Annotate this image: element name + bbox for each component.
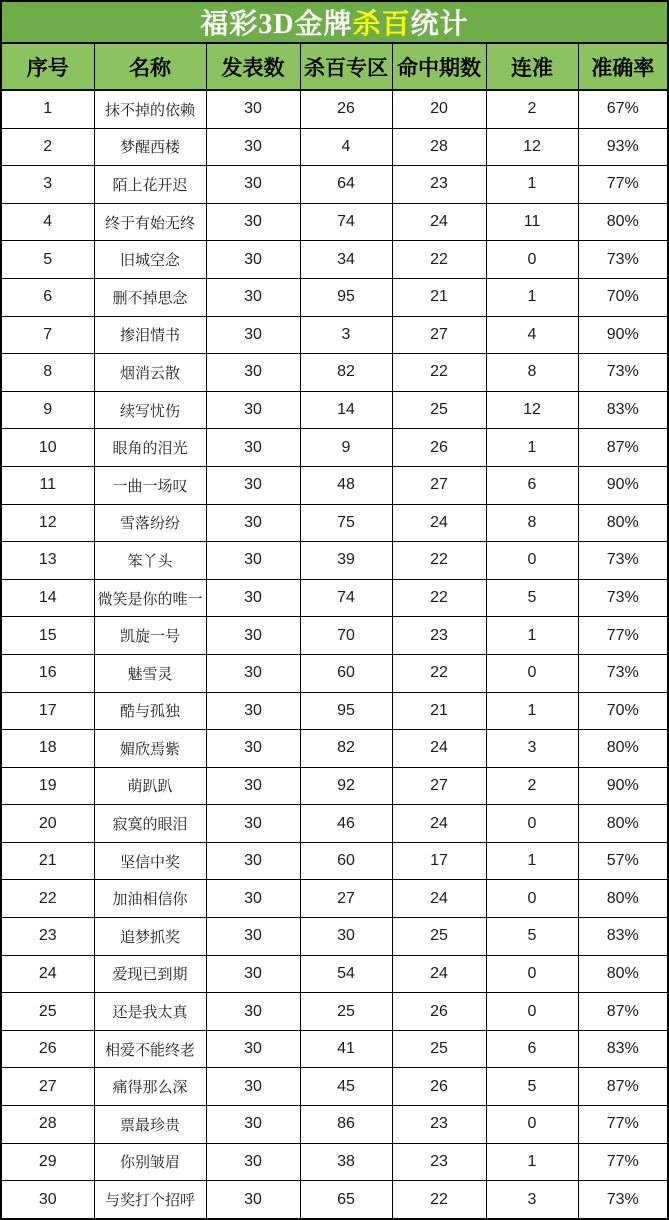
table-row: [1, 90, 668, 128]
cell-name: 坚信中奖: [94, 842, 206, 880]
cell-published-count: 30: [206, 504, 300, 542]
cell-published-count: 30: [206, 354, 300, 392]
cell-kill-hundred-zone: 92: [300, 767, 392, 805]
cell-accuracy: 77%: [578, 617, 668, 655]
cell-index: 6: [1, 278, 94, 316]
cell-consecutive-hits: 5: [486, 1068, 578, 1106]
table-row: [1, 805, 668, 843]
cell-consecutive-hits: 0: [486, 241, 578, 279]
cell-accuracy: 83%: [578, 1030, 668, 1068]
cell-published-count: 30: [206, 955, 300, 993]
cell-accuracy: 70%: [578, 692, 668, 730]
cell-hit-periods: 23: [392, 1143, 486, 1181]
cell-kill-hundred-zone: 14: [300, 391, 392, 429]
cell-hit-periods: 22: [392, 1181, 486, 1219]
cell-index: 17: [1, 692, 94, 730]
cell-consecutive-hits: 1: [486, 278, 578, 316]
cell-kill-hundred-zone: 25: [300, 993, 392, 1031]
cell-kill-hundred-zone: 3: [300, 316, 392, 354]
cell-accuracy: 93%: [578, 128, 668, 166]
cell-published-count: 30: [206, 692, 300, 730]
cell-index: 26: [1, 1030, 94, 1068]
cell-published-count: 30: [206, 166, 300, 204]
column-header: 连准: [486, 43, 578, 90]
cell-consecutive-hits: 0: [486, 993, 578, 1031]
cell-consecutive-hits: 12: [486, 391, 578, 429]
cell-name: 微笑是你的唯一: [94, 579, 206, 617]
cell-name: 爱现已到期: [94, 955, 206, 993]
cell-index: 9: [1, 391, 94, 429]
cell-hit-periods: 24: [392, 955, 486, 993]
column-header: 命中期数: [392, 43, 486, 90]
cell-accuracy: 80%: [578, 504, 668, 542]
cell-accuracy: 67%: [578, 90, 668, 128]
cell-name: 还是我太真: [94, 993, 206, 1031]
table-row: [1, 1181, 668, 1219]
cell-kill-hundred-zone: 46: [300, 805, 392, 843]
table-row: [1, 1068, 668, 1106]
cell-index: 11: [1, 466, 94, 504]
table-row: [1, 203, 668, 241]
table-row: [1, 241, 668, 279]
cell-published-count: 30: [206, 579, 300, 617]
page-title: [1, 1, 668, 43]
cell-kill-hundred-zone: 4: [300, 128, 392, 166]
table-row: [1, 316, 668, 354]
cell-kill-hundred-zone: 45: [300, 1068, 392, 1106]
cell-consecutive-hits: 1: [486, 617, 578, 655]
cell-consecutive-hits: 8: [486, 354, 578, 392]
cell-hit-periods: 24: [392, 203, 486, 241]
cell-name: 终于有始无终: [94, 203, 206, 241]
column-header: 发表数: [206, 43, 300, 90]
cell-name: 相爱不能终老: [94, 1030, 206, 1068]
cell-kill-hundred-zone: 9: [300, 429, 392, 467]
cell-consecutive-hits: 1: [486, 692, 578, 730]
cell-index: 18: [1, 730, 94, 768]
cell-name: 追梦抓奖: [94, 918, 206, 956]
cell-published-count: 30: [206, 203, 300, 241]
table-row: [1, 429, 668, 467]
cell-consecutive-hits: 3: [486, 730, 578, 768]
cell-consecutive-hits: 1: [486, 1143, 578, 1181]
cell-consecutive-hits: 3: [486, 1181, 578, 1219]
cell-name: 续写忧伤: [94, 391, 206, 429]
table-row: [1, 993, 668, 1031]
cell-hit-periods: 26: [392, 429, 486, 467]
cell-accuracy: 80%: [578, 880, 668, 918]
cell-hit-periods: 27: [392, 767, 486, 805]
table-row: [1, 354, 668, 392]
table-row: [1, 918, 668, 956]
cell-index: 4: [1, 203, 94, 241]
cell-name: 烟消云散: [94, 354, 206, 392]
cell-kill-hundred-zone: 60: [300, 654, 392, 692]
cell-name: 酷与孤独: [94, 692, 206, 730]
cell-kill-hundred-zone: 26: [300, 90, 392, 128]
cell-accuracy: 80%: [578, 805, 668, 843]
cell-index: 10: [1, 429, 94, 467]
cell-consecutive-hits: 1: [486, 429, 578, 467]
cell-name: 抹不掉的依赖: [94, 90, 206, 128]
cell-accuracy: 83%: [578, 391, 668, 429]
cell-index: 19: [1, 767, 94, 805]
cell-consecutive-hits: 11: [486, 203, 578, 241]
cell-index: 30: [1, 1181, 94, 1219]
cell-kill-hundred-zone: 74: [300, 579, 392, 617]
table-row: [1, 1143, 668, 1181]
cell-kill-hundred-zone: 48: [300, 466, 392, 504]
cell-index: 16: [1, 654, 94, 692]
cell-hit-periods: 24: [392, 504, 486, 542]
cell-accuracy: 77%: [578, 166, 668, 204]
table-row: [1, 955, 668, 993]
cell-hit-periods: 27: [392, 316, 486, 354]
cell-index: 22: [1, 880, 94, 918]
cell-kill-hundred-zone: 41: [300, 1030, 392, 1068]
cell-accuracy: 73%: [578, 654, 668, 692]
cell-published-count: 30: [206, 542, 300, 580]
cell-consecutive-hits: 5: [486, 579, 578, 617]
cell-kill-hundred-zone: 64: [300, 166, 392, 204]
cell-accuracy: 73%: [578, 354, 668, 392]
cell-published-count: 30: [206, 1181, 300, 1219]
cell-name: 票最珍贵: [94, 1106, 206, 1144]
table-row: [1, 730, 668, 768]
cell-published-count: 30: [206, 128, 300, 166]
cell-accuracy: 90%: [578, 767, 668, 805]
cell-accuracy: 87%: [578, 429, 668, 467]
cell-consecutive-hits: 0: [486, 542, 578, 580]
cell-name: 萌趴趴: [94, 767, 206, 805]
cell-name: 你别皱眉: [94, 1143, 206, 1181]
cell-published-count: 30: [206, 842, 300, 880]
table-row: [1, 1030, 668, 1068]
cell-hit-periods: 27: [392, 466, 486, 504]
cell-accuracy: 87%: [578, 993, 668, 1031]
cell-kill-hundred-zone: 82: [300, 354, 392, 392]
cell-kill-hundred-zone: 82: [300, 730, 392, 768]
cell-name: 加油相信你: [94, 880, 206, 918]
cell-consecutive-hits: 0: [486, 1106, 578, 1144]
cell-hit-periods: 22: [392, 542, 486, 580]
cell-published-count: 30: [206, 1068, 300, 1106]
cell-index: 8: [1, 354, 94, 392]
cell-published-count: 30: [206, 90, 300, 128]
cell-published-count: 30: [206, 730, 300, 768]
cell-name: 痛得那么深: [94, 1068, 206, 1106]
table-row: [1, 1106, 668, 1144]
cell-name: 掺泪情书: [94, 316, 206, 354]
cell-published-count: 30: [206, 1143, 300, 1181]
cell-accuracy: 90%: [578, 316, 668, 354]
cell-kill-hundred-zone: 70: [300, 617, 392, 655]
cell-kill-hundred-zone: 95: [300, 278, 392, 316]
table-row: [1, 692, 668, 730]
cell-name: 笨丫头: [94, 542, 206, 580]
cell-hit-periods: 25: [392, 918, 486, 956]
cell-published-count: 30: [206, 654, 300, 692]
cell-name: 一曲一场叹: [94, 466, 206, 504]
cell-published-count: 30: [206, 241, 300, 279]
cell-hit-periods: 17: [392, 842, 486, 880]
cell-hit-periods: 26: [392, 1068, 486, 1106]
cell-accuracy: 73%: [578, 241, 668, 279]
cell-published-count: 30: [206, 767, 300, 805]
table-row: [1, 278, 668, 316]
cell-hit-periods: 21: [392, 278, 486, 316]
cell-consecutive-hits: 0: [486, 654, 578, 692]
column-header: 杀百专区: [300, 43, 392, 90]
cell-hit-periods: 24: [392, 880, 486, 918]
table-row: [1, 767, 668, 805]
cell-consecutive-hits: 2: [486, 90, 578, 128]
title-row: [1, 1, 668, 43]
cell-hit-periods: 26: [392, 993, 486, 1031]
cell-published-count: 30: [206, 429, 300, 467]
cell-published-count: 30: [206, 617, 300, 655]
cell-kill-hundred-zone: 95: [300, 692, 392, 730]
cell-index: 24: [1, 955, 94, 993]
cell-index: 12: [1, 504, 94, 542]
cell-consecutive-hits: 0: [486, 880, 578, 918]
table-row: [1, 504, 668, 542]
cell-accuracy: 80%: [578, 203, 668, 241]
cell-kill-hundred-zone: 75: [300, 504, 392, 542]
cell-consecutive-hits: 4: [486, 316, 578, 354]
cell-consecutive-hits: 12: [486, 128, 578, 166]
cell-hit-periods: 23: [392, 1106, 486, 1144]
cell-name: 媚欣焉紫: [94, 730, 206, 768]
cell-hit-periods: 28: [392, 128, 486, 166]
cell-consecutive-hits: 1: [486, 166, 578, 204]
cell-hit-periods: 25: [392, 391, 486, 429]
title-highlight: 杀百: [352, 9, 411, 40]
cell-index: 28: [1, 1106, 94, 1144]
cell-kill-hundred-zone: 65: [300, 1181, 392, 1219]
cell-kill-hundred-zone: 54: [300, 955, 392, 993]
cell-consecutive-hits: 1: [486, 842, 578, 880]
cell-name: 梦醒西楼: [94, 128, 206, 166]
cell-accuracy: 90%: [578, 466, 668, 504]
cell-name: 雪落纷纷: [94, 504, 206, 542]
cell-consecutive-hits: 6: [486, 1030, 578, 1068]
cell-hit-periods: 23: [392, 166, 486, 204]
cell-accuracy: 80%: [578, 955, 668, 993]
cell-index: 29: [1, 1143, 94, 1181]
cell-consecutive-hits: 0: [486, 805, 578, 843]
table-row: [1, 617, 668, 655]
cell-accuracy: 70%: [578, 278, 668, 316]
cell-kill-hundred-zone: 60: [300, 842, 392, 880]
cell-consecutive-hits: 6: [486, 466, 578, 504]
cell-published-count: 30: [206, 391, 300, 429]
cell-kill-hundred-zone: 74: [300, 203, 392, 241]
cell-accuracy: 77%: [578, 1143, 668, 1181]
cell-name: 凯旋一号: [94, 617, 206, 655]
table-row: [1, 880, 668, 918]
cell-index: 14: [1, 579, 94, 617]
cell-published-count: 30: [206, 1106, 300, 1144]
cell-hit-periods: 22: [392, 654, 486, 692]
cell-consecutive-hits: 5: [486, 918, 578, 956]
cell-hit-periods: 24: [392, 805, 486, 843]
cell-hit-periods: 22: [392, 241, 486, 279]
table-row: [1, 128, 668, 166]
cell-kill-hundred-zone: 34: [300, 241, 392, 279]
cell-name: 删不掉思念: [94, 278, 206, 316]
table-row: [1, 391, 668, 429]
cell-hit-periods: 20: [392, 90, 486, 128]
cell-name: 魅雪灵: [94, 654, 206, 692]
cell-published-count: 30: [206, 805, 300, 843]
cell-published-count: 30: [206, 993, 300, 1031]
cell-accuracy: 73%: [578, 1181, 668, 1219]
cell-kill-hundred-zone: 39: [300, 542, 392, 580]
table-row: [1, 542, 668, 580]
cell-hit-periods: 24: [392, 730, 486, 768]
cell-name: 眼角的泪光: [94, 429, 206, 467]
cell-index: 25: [1, 993, 94, 1031]
cell-kill-hundred-zone: 86: [300, 1106, 392, 1144]
cell-consecutive-hits: 0: [486, 955, 578, 993]
cell-kill-hundred-zone: 27: [300, 880, 392, 918]
cell-index: 2: [1, 128, 94, 166]
column-header: 名称: [94, 43, 206, 90]
cell-published-count: 30: [206, 1030, 300, 1068]
cell-index: 27: [1, 1068, 94, 1106]
column-header: 序号: [1, 43, 94, 90]
cell-hit-periods: 22: [392, 354, 486, 392]
cell-accuracy: 57%: [578, 842, 668, 880]
cell-name: 陌上花开迟: [94, 166, 206, 204]
cell-index: 1: [1, 90, 94, 128]
header-row: [1, 43, 668, 90]
cell-hit-periods: 25: [392, 1030, 486, 1068]
cell-hit-periods: 22: [392, 579, 486, 617]
cell-index: 13: [1, 542, 94, 580]
cell-published-count: 30: [206, 466, 300, 504]
cell-accuracy: 80%: [578, 730, 668, 768]
cell-accuracy: 83%: [578, 918, 668, 956]
title-suffix: 统计: [410, 9, 469, 40]
cell-accuracy: 73%: [578, 542, 668, 580]
cell-index: 3: [1, 166, 94, 204]
cell-index: 23: [1, 918, 94, 956]
cell-name: 与奖打个招呼: [94, 1181, 206, 1219]
table-row: [1, 579, 668, 617]
cell-published-count: 30: [206, 880, 300, 918]
cell-published-count: 30: [206, 918, 300, 956]
table-row: [1, 842, 668, 880]
cell-consecutive-hits: 2: [486, 767, 578, 805]
cell-accuracy: 87%: [578, 1068, 668, 1106]
cell-index: 5: [1, 241, 94, 279]
cell-index: 21: [1, 842, 94, 880]
cell-accuracy: 77%: [578, 1106, 668, 1144]
cell-index: 15: [1, 617, 94, 655]
cell-hit-periods: 23: [392, 617, 486, 655]
cell-consecutive-hits: 8: [486, 504, 578, 542]
cell-name: 旧城空念: [94, 241, 206, 279]
table-row: [1, 466, 668, 504]
title-prefix: 福彩3D金牌: [200, 9, 353, 40]
cell-index: 20: [1, 805, 94, 843]
cell-index: 7: [1, 316, 94, 354]
table-row: [1, 166, 668, 204]
table-body: [1, 90, 668, 1219]
column-header: 准确率: [578, 43, 668, 90]
cell-kill-hundred-zone: 30: [300, 918, 392, 956]
cell-name: 寂寞的眼泪: [94, 805, 206, 843]
cell-accuracy: 73%: [578, 579, 668, 617]
cell-published-count: 30: [206, 316, 300, 354]
cell-kill-hundred-zone: 38: [300, 1143, 392, 1181]
table-row: [1, 654, 668, 692]
cell-published-count: 30: [206, 278, 300, 316]
cell-hit-periods: 21: [392, 692, 486, 730]
